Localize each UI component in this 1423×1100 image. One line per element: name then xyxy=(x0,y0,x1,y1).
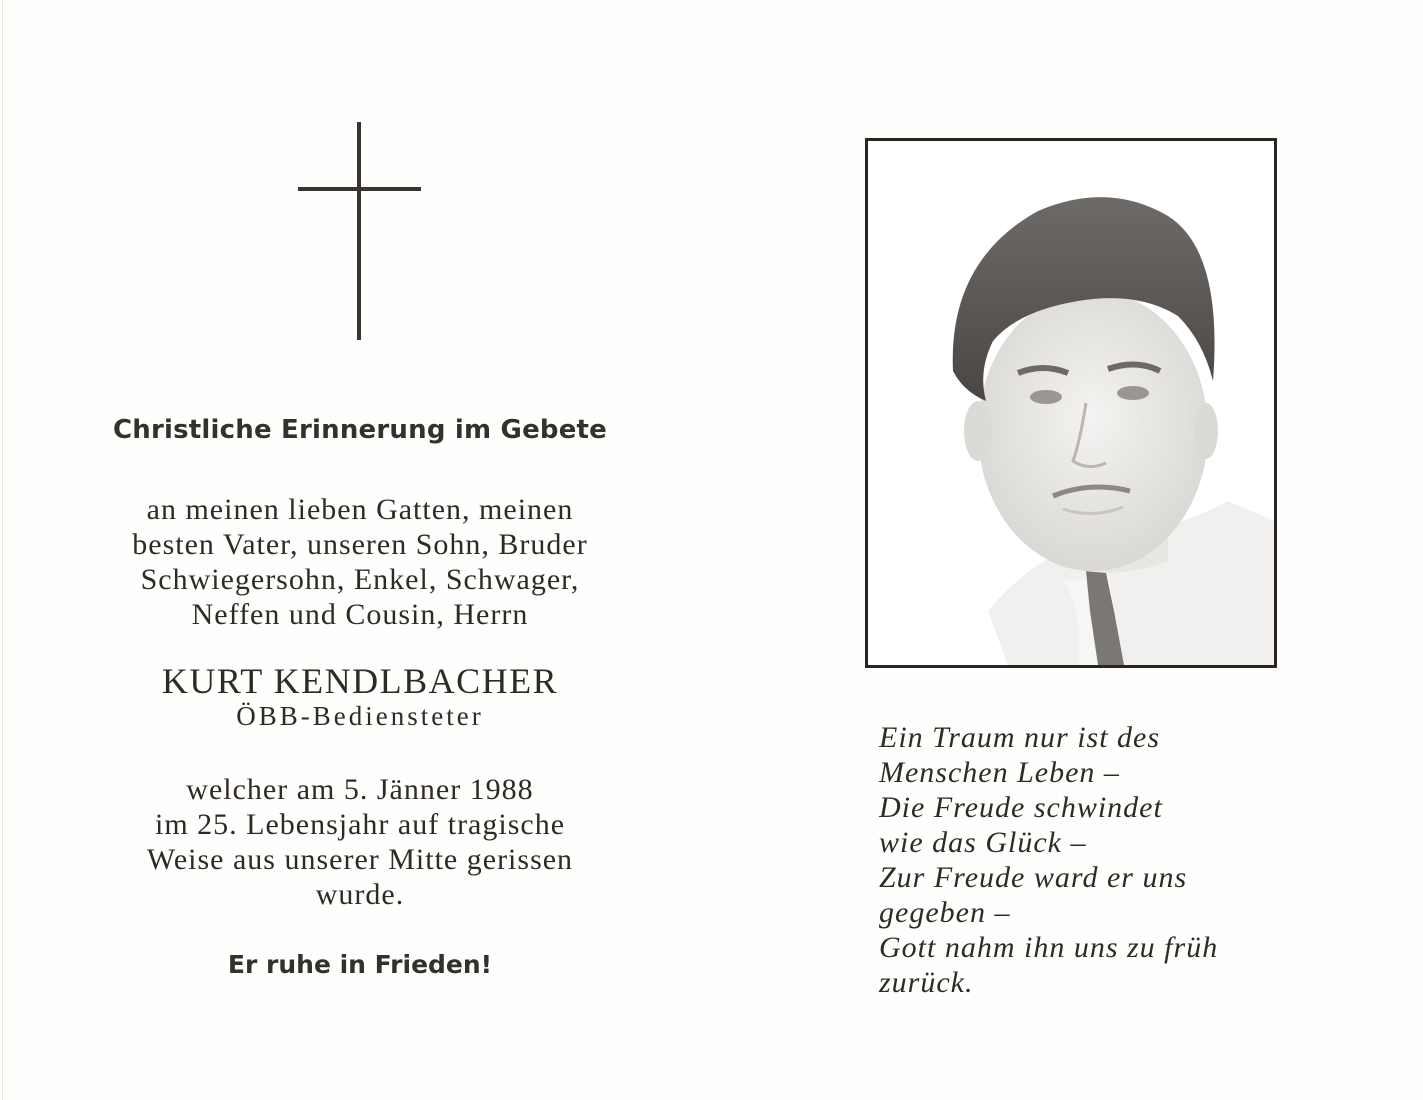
poem-line: Gott nahm ihn uns zu früh xyxy=(879,931,1219,964)
portrait-photo xyxy=(865,138,1277,668)
poem-line: Menschen Leben – xyxy=(879,756,1120,789)
death-line: im 25. Lebensjahr auf tragische xyxy=(154,808,566,841)
poem-line: Zur Freude ward er uns xyxy=(879,861,1188,894)
intro-paragraph xyxy=(90,492,630,632)
paper-edge xyxy=(2,0,3,1100)
poem-line: zurück. xyxy=(879,966,974,999)
portrait-image xyxy=(868,141,1274,665)
memorial-poem xyxy=(879,720,1359,1000)
card-heading: Christliche Erinnerung im Gebete xyxy=(112,415,608,445)
poem-line: gegeben – xyxy=(879,896,1011,929)
intro-line: Schwiegersohn, Enkel, Schwager, xyxy=(140,563,580,596)
poem-line: wie das Glück – xyxy=(879,826,1087,859)
closing-line: Er ruhe in Frieden! xyxy=(227,950,493,979)
deceased-name: KURT KENDLBACHER xyxy=(161,661,559,701)
death-line: Weise aus unserer Mitte gerissen xyxy=(146,843,574,876)
intro-line: an meinen lieben Gatten, meinen xyxy=(146,493,574,526)
poem-line: Die Freude schwindet xyxy=(879,791,1163,824)
death-line: wurde. xyxy=(315,878,405,911)
death-paragraph xyxy=(90,772,630,912)
intro-line: Neffen und Cousin, Herrn xyxy=(191,598,529,631)
poem-line: Ein Traum nur ist des xyxy=(879,721,1161,754)
occupation: ÖBB-Bediensteter xyxy=(236,701,484,731)
death-line: welcher am 5. Jänner 1988 xyxy=(186,773,534,806)
text-column xyxy=(90,0,630,1100)
cross-icon xyxy=(298,122,421,340)
intro-line: besten Vater, unseren Sohn, Bruder xyxy=(132,528,588,561)
